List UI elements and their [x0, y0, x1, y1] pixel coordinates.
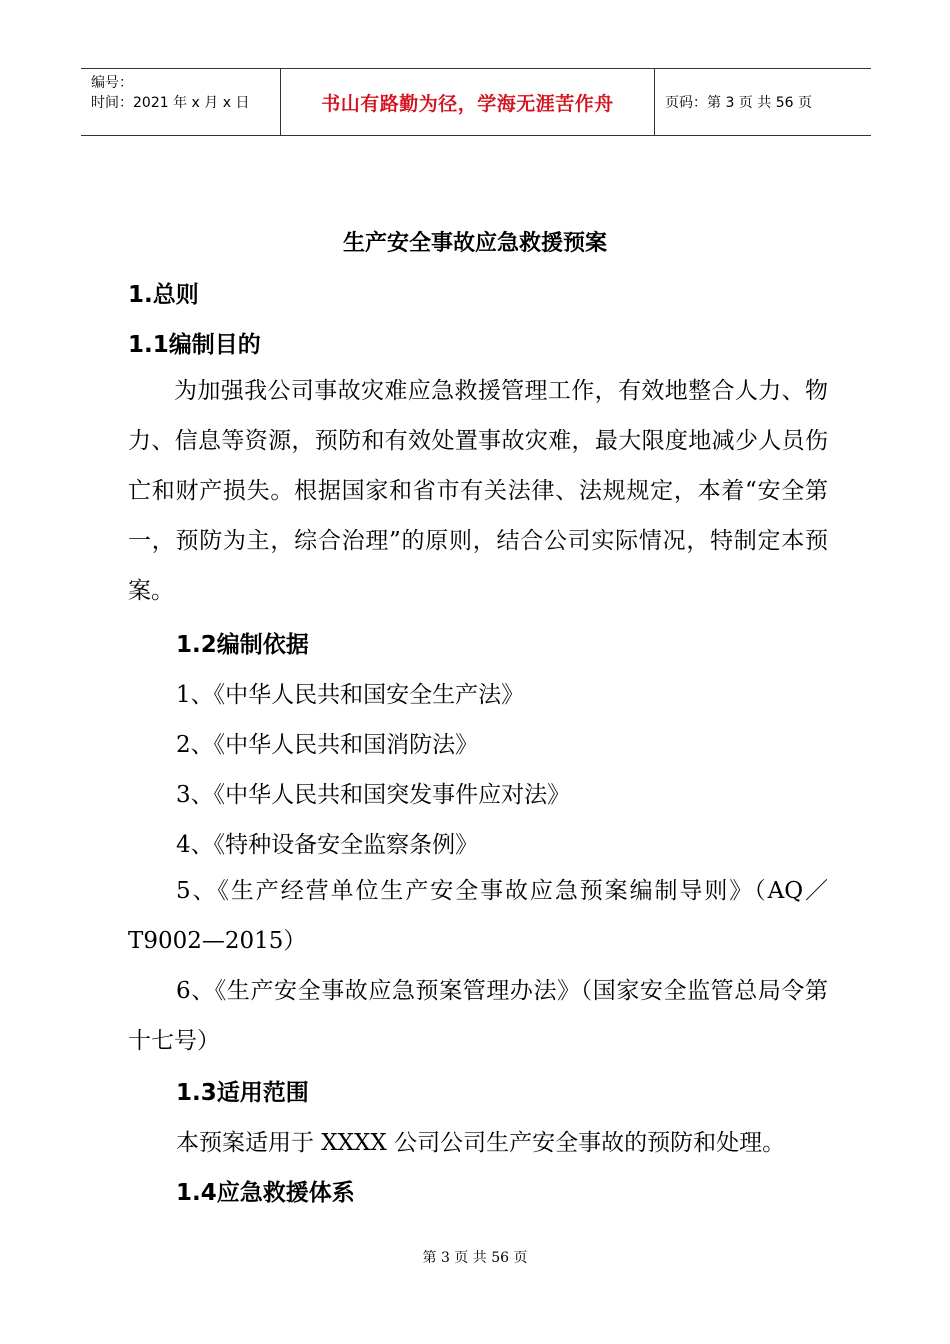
section-heading-1-1: 1.1编制目的	[128, 332, 261, 358]
basis-item-3: 3、《中华人民共和国突发事件应对法》	[176, 782, 571, 808]
page-header	[81, 68, 871, 136]
header-meta	[81, 69, 281, 135]
section-heading-1: 1.总则	[128, 282, 199, 308]
document-number-label: 编号：	[91, 75, 133, 91]
basis-item-6: 6、《生产安全事故应急预案管理办法》（国家安全监管总局令第十七号）	[128, 978, 828, 1054]
header-page-info: 页码：第 3 页 共 56 页	[665, 95, 812, 111]
purpose-paragraph: 为加强我公司事故灾难应急救援管理工作，有效地整合人力、物力、信息等资源，预防和有效处置事故灾难，最大限度地减少人员伤亡和财产损失。根据国家和省市有关法律、法规规定，本着“安全第一，预防为主，综合治理”的原则，结合公司实际情况，特制定本预案。	[128, 378, 828, 604]
basis-item-1: 1、《中华人民共和国安全生产法》	[176, 682, 525, 708]
document-title: 生产安全事故应急救援预案	[342, 231, 607, 256]
scope-paragraph: 本预案适用于 XXXX 公司公司生产安全事故的预防和处理。	[176, 1130, 786, 1156]
section-heading-1-3: 1.3适用范围	[176, 1080, 309, 1106]
section-heading-1-2: 1.2编制依据	[176, 632, 309, 658]
basis-item-4: 4、《特种设备安全监察条例》	[176, 832, 479, 858]
page-footer: 第 3 页 共 56 页	[422, 1250, 528, 1266]
header-motto: 书山有路勤为径，学海无涯苦作舟	[321, 92, 614, 115]
basis-item-2: 2、《中华人民共和国消防法》	[176, 732, 479, 758]
section-heading-1-4: 1.4应急救援体系	[176, 1180, 355, 1206]
header-motto-cell	[281, 69, 655, 135]
document-time-label: 时间：2021 年 x 月 x 日	[91, 95, 250, 111]
basis-item-5: 5、《生产经营单位生产安全事故应急预案编制导则》（AQ／T9002—2015）	[128, 878, 828, 954]
